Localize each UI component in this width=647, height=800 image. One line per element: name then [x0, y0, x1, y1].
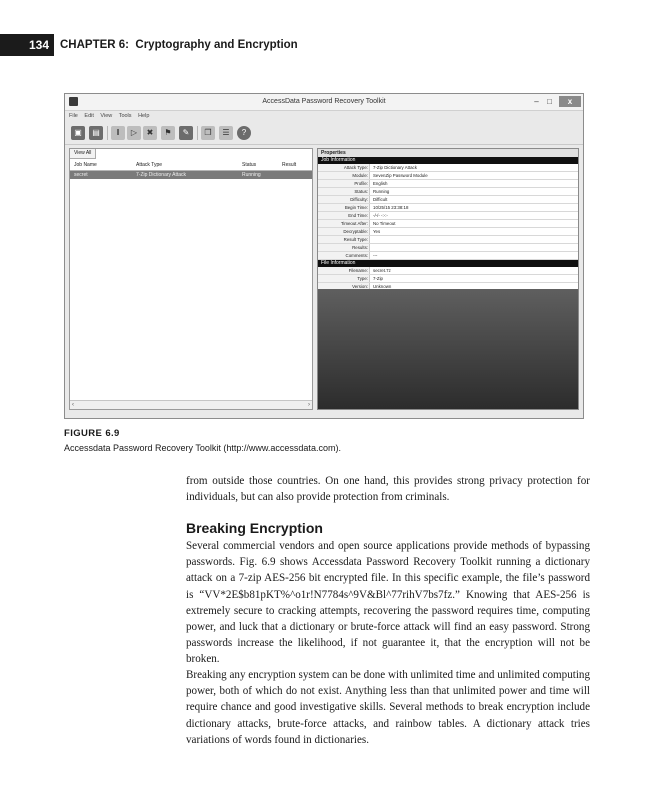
property-value: 10/25/15 23:38:18 [373, 205, 409, 210]
job-list-header [70, 161, 312, 171]
job-status: Running [242, 172, 261, 178]
figure-screenshot [64, 93, 584, 419]
open-icon[interactable]: ▣ [71, 126, 85, 140]
property-key: Comments: [318, 252, 370, 259]
property-row[interactable] [318, 204, 578, 212]
property-key: Decryptable: [318, 228, 370, 235]
toolbar [65, 122, 583, 145]
property-row[interactable] [318, 267, 578, 275]
menu-help[interactable]: Help [138, 113, 150, 119]
property-value: Difficult [373, 197, 388, 202]
property-value: Yes [373, 229, 381, 234]
maximize-button[interactable]: □ [547, 97, 552, 106]
property-key: Module: [318, 172, 370, 179]
save-icon[interactable]: ▤ [89, 126, 103, 140]
paragraph: Breaking any encryption system can be done with unlimited time and unlimited computing power, both of which do not exist. Anything less than that unlimited power and time will require chance and good investigative skills. Several methods to break encryption include dictionary attacks, brute-force attacks, and rainbow tables. A dictionary attack tries variations of words found in dictionaries. [186, 669, 590, 746]
property-key: Result Type: [318, 236, 370, 243]
property-row[interactable] [318, 180, 578, 188]
menu-edit[interactable]: Edit [84, 113, 94, 119]
figure-label: FIGURE 6.9 [64, 428, 120, 439]
property-value: -/-/- -:-:- [373, 213, 388, 218]
chapter-heading [60, 34, 298, 56]
property-value: 7-Zip [373, 276, 384, 281]
property-row[interactable] [318, 172, 578, 180]
property-row[interactable] [318, 164, 578, 172]
column-job-name[interactable]: Job Name [74, 162, 97, 168]
horizontal-scrollbar[interactable] [70, 400, 312, 409]
job-information-list [318, 164, 578, 260]
property-key: Difficulty: [318, 196, 370, 203]
property-row[interactable] [318, 220, 578, 228]
file-information-header[interactable]: File Information [318, 260, 578, 267]
property-value: English [373, 181, 388, 186]
column-status[interactable]: Status [242, 162, 257, 168]
properties-panel [317, 148, 579, 410]
menu-tools[interactable]: Tools [118, 113, 132, 119]
property-key: Status: [318, 188, 370, 195]
toolbar-separator [197, 126, 198, 140]
paragraph: from outside those countries. On one hand, this provides strong privacy protection for individuals, but can also provide protection from criminals. [186, 475, 590, 504]
wrench-icon[interactable]: ✎ [179, 126, 193, 140]
property-value: No Timeout [373, 221, 396, 226]
property-key: Timeout After: [318, 220, 370, 227]
property-key: Filename: [318, 267, 370, 274]
property-row[interactable] [318, 275, 578, 283]
window-titlebar [65, 94, 583, 111]
property-row[interactable] [318, 212, 578, 220]
window-title: AccessData Password Recovery Toolkit [262, 98, 386, 105]
property-row[interactable] [318, 196, 578, 204]
menu-bar [65, 111, 583, 121]
minimize-button[interactable]: – [534, 97, 539, 106]
play-icon[interactable]: ▷ [127, 126, 141, 140]
property-value: SevenZip Password Module [373, 173, 428, 178]
property-value: --- [373, 253, 378, 258]
table-row[interactable] [70, 171, 312, 179]
stop-icon[interactable]: ✖ [143, 126, 157, 140]
property-key: Version: [318, 283, 370, 290]
scroll-right-icon[interactable]: › [308, 402, 310, 408]
toolbar-separator [107, 126, 108, 140]
job-information-header[interactable]: Job Information [318, 157, 578, 164]
paragraph: Several commercial vendors and open source applications provide methods of bypassing passwords. Fig. 6.9 shows Accessdata Password Recovery Toolkit running a dictionary attack on a 7-zip AES-256 bit encrypted file. In this specific example, the file’s password is “VV*2E$b81pKT%^o1r!N7784s^9V&Bl^77rihV7bs7fz.” Knowing that AES-256 is extremely secure to cracking attempts, recovering the password requires time, computing power, and luck that a dictionary or brute-force attack will find an easy password. Strong passwords increase the likelihood, if not guarantee it, that the encryption will not be broken. [186, 540, 590, 666]
job-name: secret [74, 172, 88, 178]
column-result[interactable]: Result [282, 162, 297, 168]
property-row[interactable] [318, 252, 578, 260]
pause-icon[interactable]: ‖ [111, 126, 125, 140]
property-value: Running [373, 189, 390, 194]
property-key: Begin Time: [318, 204, 370, 211]
property-row[interactable] [318, 188, 578, 196]
property-value: 7-Zip Dictionary Attack [373, 165, 417, 170]
menu-view[interactable]: View [100, 113, 113, 119]
chapter-label: CHAPTER 6: [60, 39, 130, 51]
view-all-tab[interactable]: View All [70, 149, 96, 159]
copy-icon[interactable]: ❐ [201, 126, 215, 140]
chapter-title: Cryptography and Encryption [135, 39, 298, 51]
property-key: End Time: [318, 212, 370, 219]
flag-icon[interactable]: ⚑ [161, 126, 175, 140]
properties-empty-area [318, 289, 578, 409]
property-row[interactable] [318, 236, 578, 244]
property-key: Attack Type: [318, 164, 370, 171]
report-icon[interactable]: ☰ [219, 126, 233, 140]
column-attack-type[interactable]: Attack Type [136, 162, 163, 168]
close-button[interactable]: x [559, 96, 581, 107]
page-number: 134 [0, 34, 54, 56]
help-icon[interactable]: ? [237, 126, 251, 140]
job-attack-type: 7-Zip Dictionary Attack [136, 172, 187, 178]
property-row[interactable] [318, 228, 578, 236]
property-key: Results: [318, 244, 370, 251]
job-list-pane [69, 148, 313, 410]
property-row[interactable] [318, 244, 578, 252]
scroll-left-icon[interactable]: ‹ [72, 402, 74, 408]
section-heading: Breaking Encryption [186, 520, 323, 536]
property-key: Profile: [318, 180, 370, 187]
property-key: Type: [318, 275, 370, 282]
property-value: Unknown [373, 284, 392, 289]
figure-caption: Accessdata Password Recovery Toolkit (http://www.accessdata.com). [64, 443, 341, 453]
property-value: secret.7z [373, 268, 391, 273]
menu-file[interactable]: File [69, 113, 78, 119]
properties-title: Properties [318, 149, 578, 157]
